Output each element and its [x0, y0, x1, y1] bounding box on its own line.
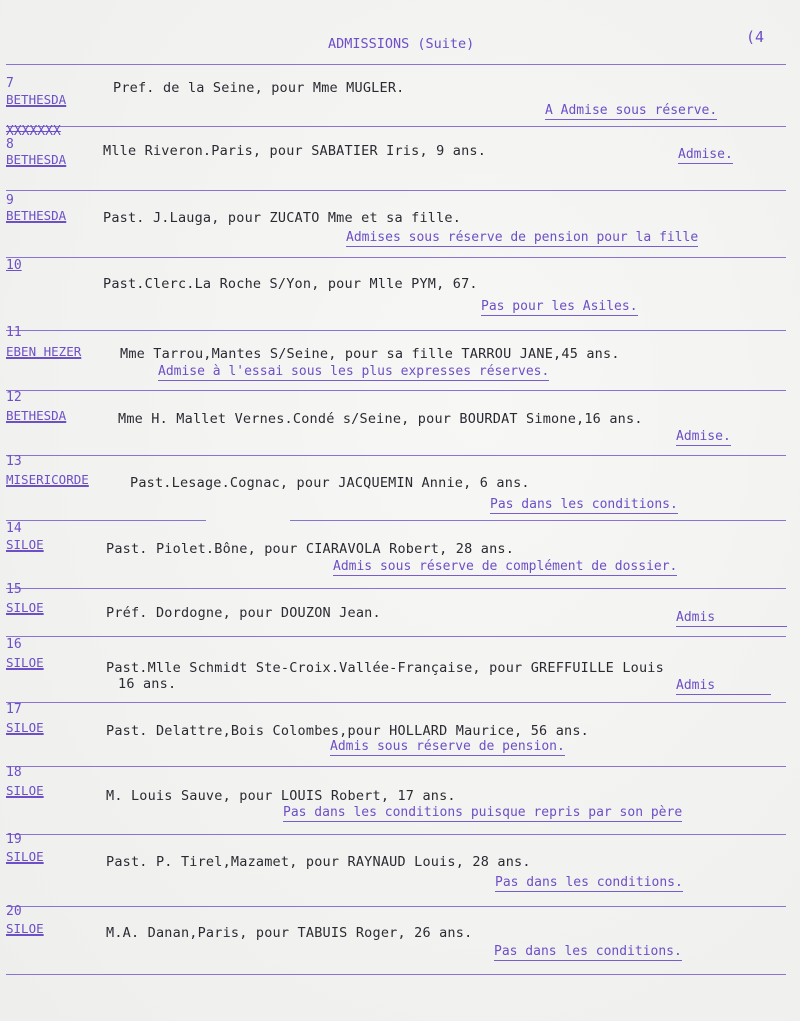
entry-number: 8	[6, 137, 14, 152]
entry-text: Mme Tarrou,Mantes S/Seine, pour sa fille TARROU JANE,45 ans.	[120, 346, 620, 362]
entry-decision: Admis sous réserve de pension.	[330, 739, 565, 754]
entry-decision: Admises sous réserve de pension pour la fille	[346, 230, 699, 245]
entry-text: M. Louis Sauve, pour LOUIS Robert, 17 ans.	[106, 788, 456, 804]
entry-number: 13	[6, 454, 22, 469]
home-name: SILOE	[6, 783, 44, 798]
entry-text: Past.Clerc.La Roche S/Yon, pour Mlle PYM, 67.	[103, 276, 478, 292]
page-title: ADMISSIONS (Suite)	[328, 36, 475, 52]
rule	[6, 588, 786, 589]
rule	[6, 126, 786, 127]
rule	[6, 190, 786, 191]
rule	[6, 257, 786, 258]
rule	[6, 766, 786, 767]
entry-decision: Admis	[676, 678, 771, 695]
entry-number: 19	[6, 832, 22, 847]
struck-text: XXXXXXX	[6, 124, 61, 139]
entry-text: Past. J.Lauga, pour ZUCATO Mme et sa fille.	[103, 210, 462, 226]
rule	[6, 834, 786, 835]
home-name: SILOE	[6, 537, 44, 552]
entry-number: 15	[6, 582, 22, 597]
entry-text: Préf. Dordogne, pour DOUZON Jean.	[106, 605, 381, 621]
entry-text: Pref. de la Seine, pour Mme MUGLER.	[113, 80, 405, 96]
home-name: BETHESDA	[6, 152, 67, 167]
home-name: SILOE	[6, 720, 44, 735]
home-name: BETHESDA	[6, 92, 67, 107]
entry-number: 16	[6, 637, 22, 652]
entry-decision: Pas dans les conditions.	[494, 944, 682, 959]
entry-text: Past.Mlle Schmidt Ste-Croix.Vallée-Française, pour GREFFUILLE Louis	[106, 660, 664, 676]
entry-decision: Pas pour les Asiles.	[481, 299, 638, 314]
rule	[6, 636, 786, 637]
entry-number: 9	[6, 193, 14, 208]
entry-decision: Admis	[676, 610, 787, 627]
entry-text: Mlle Riveron.Paris, pour SABATIER Iris, 9 ans.	[103, 143, 487, 159]
entry-decision: Pas dans les conditions puisque repris par son père	[283, 805, 683, 820]
entry-number: 11	[6, 325, 22, 340]
rule	[6, 390, 786, 391]
home-name: SILOE	[6, 655, 44, 670]
home-name: BETHESDA	[6, 408, 67, 423]
entry-number: 18	[6, 765, 22, 780]
entry-decision: Pas dans les conditions.	[490, 497, 678, 512]
entry-decision: Admise à l'essai sous les plus expresses réserves.	[158, 364, 550, 379]
rule	[6, 702, 786, 703]
rule	[290, 520, 786, 521]
entry-text-continued: 16 ans.	[118, 676, 177, 692]
entry-number: 12	[6, 390, 22, 405]
rule	[6, 906, 786, 907]
home-name: BETHESDA	[6, 208, 67, 223]
home-name: SILOE	[6, 921, 44, 936]
entry-number: 10	[6, 258, 22, 273]
rule	[6, 330, 786, 331]
home-name: SILOE	[6, 849, 44, 864]
page-number: (4	[746, 28, 765, 46]
home-name: MISERICORDE	[6, 472, 89, 487]
entry-decision: Pas dans les conditions.	[495, 875, 683, 890]
entry-decision: Admis sous réserve de complément de dossier.	[333, 559, 678, 574]
entry-decision: Admise.	[678, 147, 733, 162]
entry-number: 17	[6, 702, 22, 717]
entry-decision: Admise.	[676, 429, 731, 444]
entry-number: 7	[6, 76, 14, 91]
entry-text: Past.Lesage.Cognac, pour JACQUEMIN Annie, 6 ans.	[130, 475, 530, 491]
home-name: EBEN HEZER	[6, 344, 82, 359]
home-name: SILOE	[6, 600, 44, 615]
entry-text: M.A. Danan,Paris, pour TABUIS Roger, 26 ans.	[106, 925, 473, 941]
entry-text: Past. Delattre,Bois Colombes,pour HOLLARD Maurice, 56 ans.	[106, 723, 590, 739]
rule	[6, 974, 786, 975]
entry-text: Past. P. Tirel,Mazamet, pour RAYNAUD Louis, 28 ans.	[106, 854, 531, 870]
rule	[6, 520, 206, 521]
entry-text: Mme H. Mallet Vernes.Condé s/Seine, pour BOURDAT Simone,16 ans.	[118, 411, 643, 427]
entry-decision: A Admise sous réserve.	[545, 103, 718, 118]
rule	[6, 64, 786, 65]
entry-number: 14	[6, 521, 22, 536]
entry-text: Past. Piolet.Bône, pour CIARAVOLA Robert, 28 ans.	[106, 541, 515, 557]
entry-number: 20	[6, 904, 22, 919]
rule	[6, 455, 786, 456]
